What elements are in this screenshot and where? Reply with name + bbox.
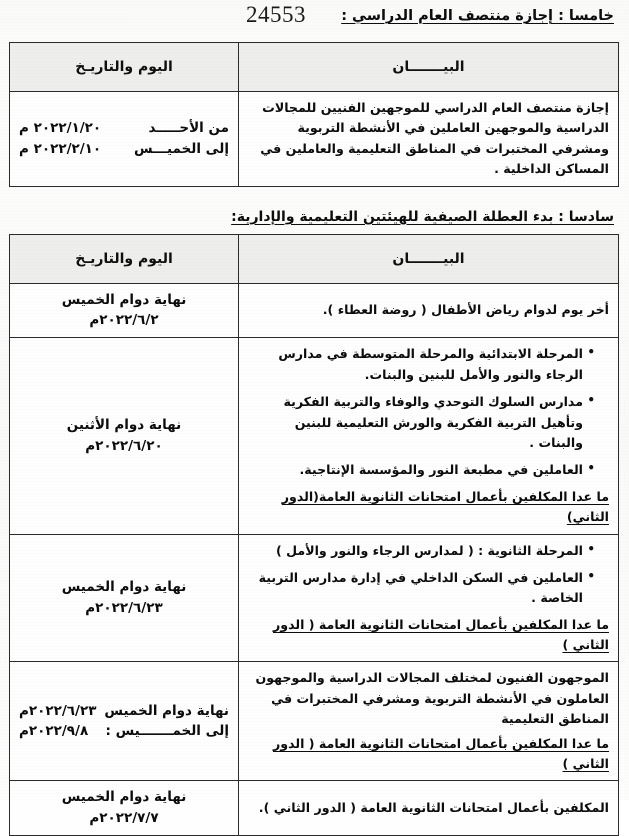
table-row [10, 534, 619, 662]
list-item: • العاملين في مطبعة النور والمؤسسة الإنتاجية. [248, 460, 595, 480]
row-date [10, 338, 239, 534]
row-date [10, 283, 239, 338]
description-note: ما عدا المكلفين بأعمال امتحانات الثانوية العامة ( الدور الثاني ) [273, 735, 609, 772]
date-line: نهاية دوام الخميس [61, 291, 187, 308]
list-item: • مدارس السلوك التوحدي والوفاء والتربية الفكرية وتأهيل التربية الفكرية والورش التعليمية للبنين والبنات . [248, 392, 595, 453]
date-label: نهاية دوام الخميس [104, 702, 229, 719]
date-line [19, 139, 229, 160]
description-note: ما عدا المكلفين بأعمال امتحانات الثانوية العامة(الدور الثاني) [281, 488, 609, 525]
date-line [19, 701, 229, 722]
description-bullet-list [248, 541, 609, 609]
column-header-date: اليوم والتاريـخ [10, 234, 239, 283]
table-row [10, 283, 619, 338]
column-header-description: البيـــــــان [239, 234, 619, 283]
table-row [10, 92, 619, 187]
section-heading-block-sixth [10, 209, 619, 225]
row-description [239, 338, 619, 534]
list-item: • العاملين في السكن الداخلي في إدارة مدارس التربية الخاصة . [248, 568, 595, 609]
date-line: ٢٠٢٢/٦/٢٠م [85, 437, 163, 454]
date-line: ٢٠٢٢/٦/٢م [89, 312, 159, 329]
date-line [19, 721, 229, 742]
page-number: 24553 [246, 2, 306, 27]
date-line: ٢٠٢٢/٦/٢٣م [85, 600, 163, 616]
date-line: نهاية دوام الخميس [61, 789, 187, 806]
description-bullet-list [248, 344, 609, 480]
description-note: ما عدا المكلفين بأعمال امتحانات الثانوية العامة ( الدور الثاني ) [273, 616, 609, 653]
section-heading-sixth: سادسا : بدء العطلة الصيفية للهيئتين التعليمية والإدارية: [231, 208, 614, 225]
date-value: ٢٠٢٢/٢/١٠ م [19, 140, 102, 157]
section-heading-fifth: خامسا : إجازة منتصف العام الدراسي : [341, 8, 614, 24]
list-item: • المرحلة الابتدائية والمرحلة المتوسطة في مدارس الرجاء والنور والأمل للبنين والبنات. [248, 344, 595, 385]
column-header-description: البيـــــــان [239, 43, 619, 92]
row-description [239, 92, 619, 187]
date-line: نهاية دوام الخميس [61, 579, 187, 596]
table-summer-vacation [9, 234, 619, 836]
row-description [239, 283, 619, 338]
date-label: إلى الخمـــــــيس : [105, 723, 229, 740]
date-line [19, 118, 229, 139]
date-line: ٢٠٢٢/٧/٧م [89, 810, 159, 827]
description-paragraph: المكلفين بأعمال امتحانات الثانوية العامة ( الدور الثاني ). [258, 800, 609, 816]
list-item: • المرحلة الثانوية : ( لمدارس الرجاء والنور والأمل ) [248, 541, 595, 561]
row-date [10, 92, 239, 187]
page-top-strip [10, 0, 619, 42]
table-header-row [10, 43, 619, 92]
description-paragraph: إجازة منتصف العام الدراسي للموجهين الفنيين للمجالات الدراسية والموجهين العاملين في الأنشطة التربوية ومشرفي المختبرات في المناطق التعليمية والعاملين في المساكن الداخلية . [260, 100, 609, 177]
description-paragraph: الموجهون الفنيون لمختلف المجالات الدراسية والموجهون العاملون في الأنشطة التربوية ومشرفي المختبرات في المناطق التعليمية [255, 670, 609, 727]
date-label: من الأحـــــد [148, 119, 229, 136]
row-description [239, 662, 619, 781]
description-paragraph: أخر يوم لدوام رياض الأطفال ( روضة العطاء ). [322, 302, 609, 318]
table-row [10, 338, 619, 534]
column-header-date: اليوم والتاريـخ [10, 43, 239, 92]
date-label: إلى الخميـــس [134, 140, 229, 157]
date-line: نهاية دوام الأثنين [66, 417, 182, 434]
row-description [239, 781, 619, 836]
row-date [10, 781, 239, 836]
row-description [239, 534, 619, 662]
table-row [10, 781, 619, 836]
row-date [10, 662, 239, 781]
table-row [10, 662, 619, 781]
date-value: ٢٠٢٢/٦/٢٣م [19, 702, 97, 719]
row-date [10, 534, 239, 662]
date-value: ٢٠٢٢/٩/٨م [19, 723, 89, 740]
table-midyear-holiday [9, 42, 619, 187]
date-value: ٢٠٢٢/١/٢٠ م [19, 119, 102, 136]
table-header-row [10, 234, 619, 283]
